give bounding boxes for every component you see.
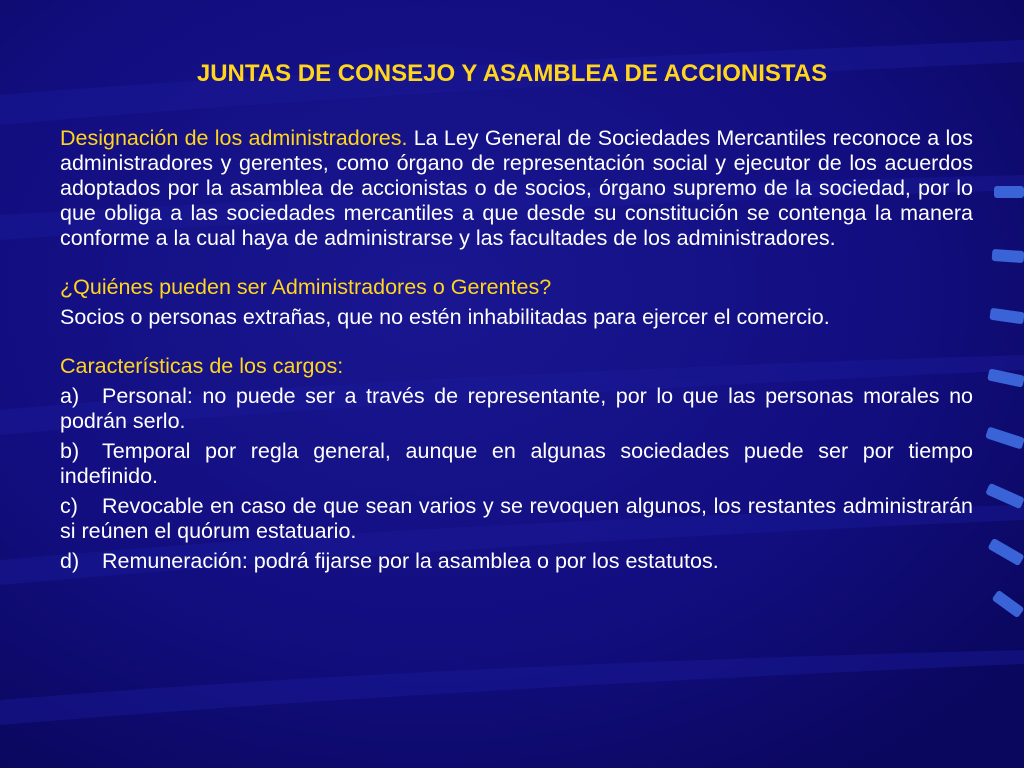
list-item-label: a): [60, 384, 80, 408]
list-item-text: Temporal por regla general, aunque en algunas sociedades puede ser por tiempo indefinido.: [60, 439, 973, 488]
slide-body: [60, 126, 973, 574]
list-item-label: b): [60, 439, 80, 463]
designation-text: La Ley General de Sociedades Mercantiles reconoce a los administradores y gerentes, como órgano de representación social y ejecutor de los acuerdos adoptados por la asamblea de accionistas o de socios, órgano supremo de la sociedad, por lo que obliga a las sociedades mercantiles a que desde su constitución se contenga la manera conforme a la cual haya de administrarse y las facultades de los administradores.: [60, 126, 973, 250]
list-item: [60, 494, 973, 544]
question-answer: Socios o personas extrañas, que no estén inhabilitadas para ejercer el comercio.: [60, 305, 830, 329]
list-item-label: c): [60, 494, 78, 518]
designation-paragraph: [60, 126, 973, 251]
list-item: [60, 439, 973, 489]
list-item: [60, 384, 973, 434]
list-item-text: Personal: no puede ser a través de representante, por lo que las personas morales no podrán serlo.: [60, 384, 973, 433]
question-heading: ¿Quiénes pueden ser Administradores o Gerentes?: [60, 275, 552, 299]
list-item-text: Remuneración: podrá fijarse por la asamblea o por los estatutos.: [102, 549, 719, 573]
characteristics-heading: Características de los cargos:: [60, 354, 344, 378]
list-item: [60, 549, 973, 574]
list-item-label: d): [60, 549, 80, 573]
list-item-text: Revocable en caso de que sean varios y se revoquen algunos, los restantes administrarán si reúnen el quórum estatuario.: [60, 494, 973, 543]
slide-title: JUNTAS DE CONSEJO Y ASAMBLEA DE ACCIONISTAS: [196, 60, 828, 87]
designation-heading: Designación de los administradores.: [60, 126, 408, 150]
